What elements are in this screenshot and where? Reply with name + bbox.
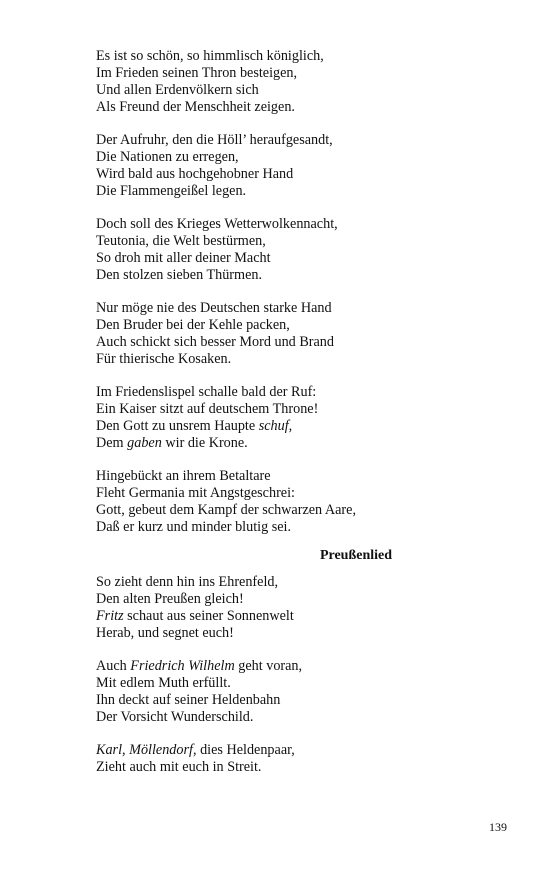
poem-page (96, 48, 456, 776)
text-segment: Dem (96, 435, 128, 451)
verse-line (96, 132, 456, 149)
stanza (96, 574, 456, 642)
italic-segment: Möllendorf (129, 742, 193, 758)
stanza (96, 300, 456, 368)
verse-line (96, 502, 456, 519)
text-segment: Die Flammengeißel legen. (96, 183, 247, 199)
verse-line (96, 591, 456, 608)
text-segment: Fleht Germania mit Angstgeschrei: (96, 485, 295, 501)
verse-line (96, 99, 456, 116)
verse-line (96, 401, 456, 418)
verse-line (96, 267, 456, 284)
stanza (96, 742, 456, 776)
text-segment: Doch soll des Krieges Wetterwolkennacht, (96, 216, 338, 232)
text-segment: Auch (96, 658, 131, 674)
page-number: 139 (489, 820, 507, 834)
text-segment: , (122, 742, 130, 758)
stanza (96, 216, 456, 284)
text-segment: Den stolzen sieben Thürmen. (96, 267, 263, 283)
text-segment: Und allen Erdenvölkern sich (96, 82, 259, 98)
text-segment: Der Vorsicht Wunderschild. (96, 709, 254, 725)
text-segment: Ein Kaiser sitzt auf deutschem Throne! (96, 401, 319, 417)
verse-line (96, 574, 456, 591)
text-segment: Herab, und segnet euch! (96, 625, 234, 641)
text-segment: , dies Heldenpaar, (192, 742, 295, 758)
text-segment: Den Gott zu unsrem Haupte (96, 418, 259, 434)
text-segment: schaut aus seiner Sonnenwelt (123, 608, 294, 624)
text-segment: Für thierische Kosaken. (96, 351, 232, 367)
verse-line (96, 82, 456, 99)
poem-part-2 (96, 574, 456, 776)
verse-line (96, 317, 456, 334)
text-segment: wir die Krone. (161, 435, 248, 451)
verse-line (96, 351, 456, 368)
text-segment: Im Frieden seinen Thron besteigen, (96, 65, 298, 81)
verse-line (96, 468, 456, 485)
verse-line (96, 384, 456, 401)
text-segment: Gott, gebeut dem Kampf der schwarzen Aare, (96, 502, 357, 518)
poem-heading: Preußenlied (319, 548, 393, 563)
verse-line (96, 250, 456, 267)
text-segment: Daß er kurz und minder blutig sei. (96, 519, 292, 535)
verse-line (96, 742, 456, 759)
stanza-gap (96, 368, 456, 384)
text-segment: Im Friedenslispel schalle bald der Ruf: (96, 384, 317, 400)
text-segment: Nur möge nie des Deutschen starke Hand (96, 300, 332, 316)
verse-line (96, 166, 456, 183)
text-segment: Hingebückt an ihrem Betaltare (96, 468, 271, 484)
text-segment: Als Freund der Menschheit zeigen. (96, 99, 295, 115)
verse-line (96, 183, 456, 200)
text-segment: Zieht auch mit euch in Streit. (96, 759, 262, 775)
verse-line (96, 149, 456, 166)
verse-line (96, 519, 456, 536)
stanza (96, 468, 456, 536)
stanza-gap (96, 116, 456, 132)
verse-line (96, 418, 456, 435)
poem-part-1 (96, 48, 456, 536)
stanza (96, 132, 456, 200)
stanza-gap (96, 200, 456, 216)
verse-line (96, 625, 456, 642)
text-segment: Den Bruder bei der Kehle packen, (96, 317, 290, 333)
verse-line (96, 485, 456, 502)
verse-line (96, 759, 456, 776)
stanza-gap (96, 642, 456, 658)
text-segment: Mit edlem Muth erfüllt. (96, 675, 231, 691)
stanza (96, 48, 456, 116)
stanza (96, 658, 456, 726)
verse-line (96, 608, 456, 625)
italic-segment: schuf, (258, 418, 293, 434)
verse-line (96, 334, 456, 351)
text-segment: geht voran, (234, 658, 303, 674)
verse-line (96, 709, 456, 726)
stanza-gap (96, 452, 456, 468)
text-segment: So zieht denn hin ins Ehrenfeld, (96, 574, 279, 590)
text-segment: So droh mit aller deiner Macht (96, 250, 271, 266)
verse-line (96, 48, 456, 65)
stanza-gap (96, 284, 456, 300)
verse-line (96, 675, 456, 692)
text-segment: Teutonia, die Welt bestürmen, (96, 233, 266, 249)
text-segment: Wird bald aus hochgehobner Hand (96, 166, 294, 182)
verse-line (96, 658, 456, 675)
verse-line (96, 233, 456, 250)
verse-line (96, 65, 456, 82)
text-segment: Ihn deckt auf seiner Heldenbahn (96, 692, 281, 708)
italic-segment: Fritz (96, 608, 124, 624)
italic-segment: Friedrich Wilhelm (130, 658, 235, 674)
verse-line (96, 692, 456, 709)
stanza (96, 384, 456, 452)
text-segment: Auch schickt sich besser Mord und Brand (96, 334, 334, 350)
text-segment: Die Nationen zu erregen, (96, 149, 239, 165)
italic-segment: gaben (127, 435, 162, 451)
text-segment: Es ist so schön, so himmlisch königlich, (96, 48, 324, 64)
verse-line (96, 216, 456, 233)
text-segment: Der Aufruhr, den die Höll’ heraufgesandt, (96, 132, 333, 148)
verse-line (96, 300, 456, 317)
italic-segment: Karl (96, 742, 123, 758)
verse-line (96, 435, 456, 452)
text-segment: Den alten Preußen gleich! (96, 591, 244, 607)
stanza-gap (96, 726, 456, 742)
